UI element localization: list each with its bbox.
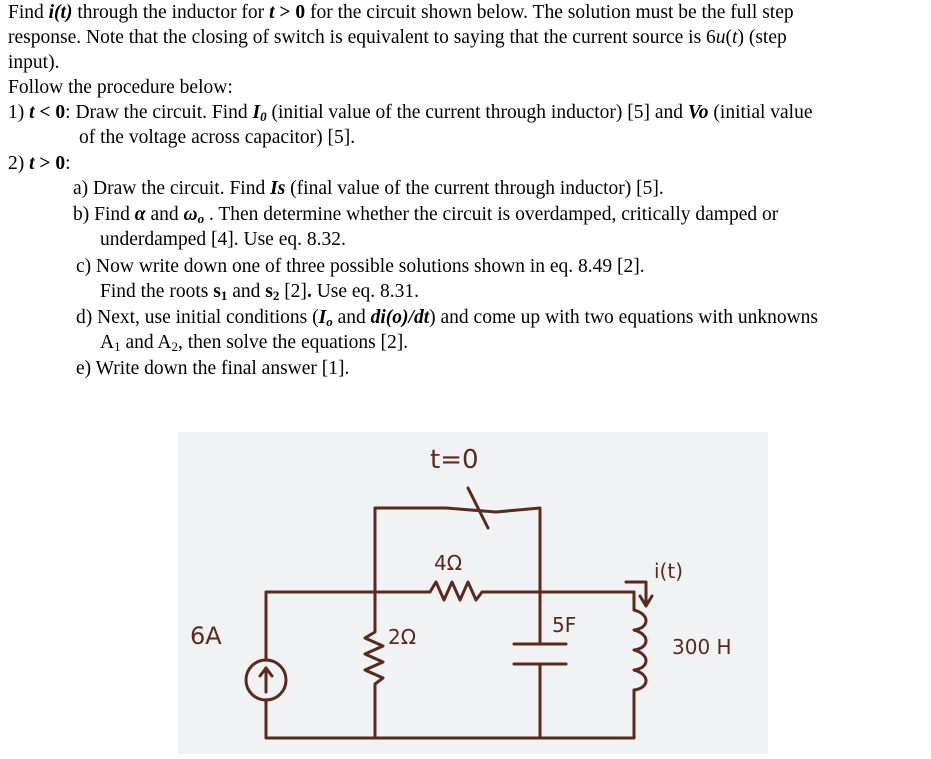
circuit-figure bbox=[178, 432, 768, 754]
inductor-label: 300 H bbox=[672, 635, 732, 659]
step-1-line-2: of the voltage across capacitor) [5]. bbox=[79, 127, 356, 148]
step-2-heading: 2) t > 0: bbox=[8, 153, 71, 174]
source-label: 6A bbox=[190, 622, 222, 650]
resistor-2-label: 2Ω bbox=[388, 625, 417, 649]
switch-label: t=0 bbox=[430, 445, 479, 475]
step-1-line-1: 1) t < 0: Draw the circuit. Find $I_0$ (initial value of the current through inductor) [5] and Vo (initial value bbox=[8, 102, 813, 124]
resistor-4-label: 4Ω bbox=[434, 551, 463, 575]
circuit-diagram bbox=[178, 432, 768, 754]
intro-line-1: Find i(t) through the inductor for t > 0 for the circuit shown below. The solution must be the full step bbox=[8, 2, 794, 23]
item-b-line-2: underdamped [4]. Use eq. 8.32. bbox=[100, 229, 346, 250]
item-d-line-1: d) Next, use initial conditions ($I_o$ and di(o)/dt) and come up with two equations with unknowns bbox=[76, 307, 819, 329]
procedure-heading: Follow the procedure below: bbox=[8, 77, 233, 98]
item-e: e) Write down the final answer [1]. bbox=[76, 358, 350, 379]
capacitor-label: 5F bbox=[552, 613, 577, 637]
current-label: i(t) bbox=[654, 559, 684, 583]
item-a: a) Draw the circuit. Find Is (final value of the current through inductor) [5]. bbox=[73, 178, 664, 199]
item-d-line-2: $A_1$ and $A_2$, then solve the equations [2]. bbox=[100, 332, 409, 354]
intro-line-3: input). bbox=[8, 52, 60, 73]
intro-line-2: response. Note that the closing of switch is equivalent to saying that the current source is 6u(t) (step bbox=[8, 27, 787, 48]
item-b-line-1: b) Find α and $\omega_o$ . Then determine whether the circuit is overdamped, critically damped or bbox=[73, 204, 779, 226]
item-c-line-1: c) Now write down one of three possible solutions shown in eq. 8.49 [2]. bbox=[76, 256, 645, 277]
item-c-line-2: Find the roots $s_1$ and $s_2$ [2]. Use eq. 8.31. bbox=[100, 281, 420, 303]
